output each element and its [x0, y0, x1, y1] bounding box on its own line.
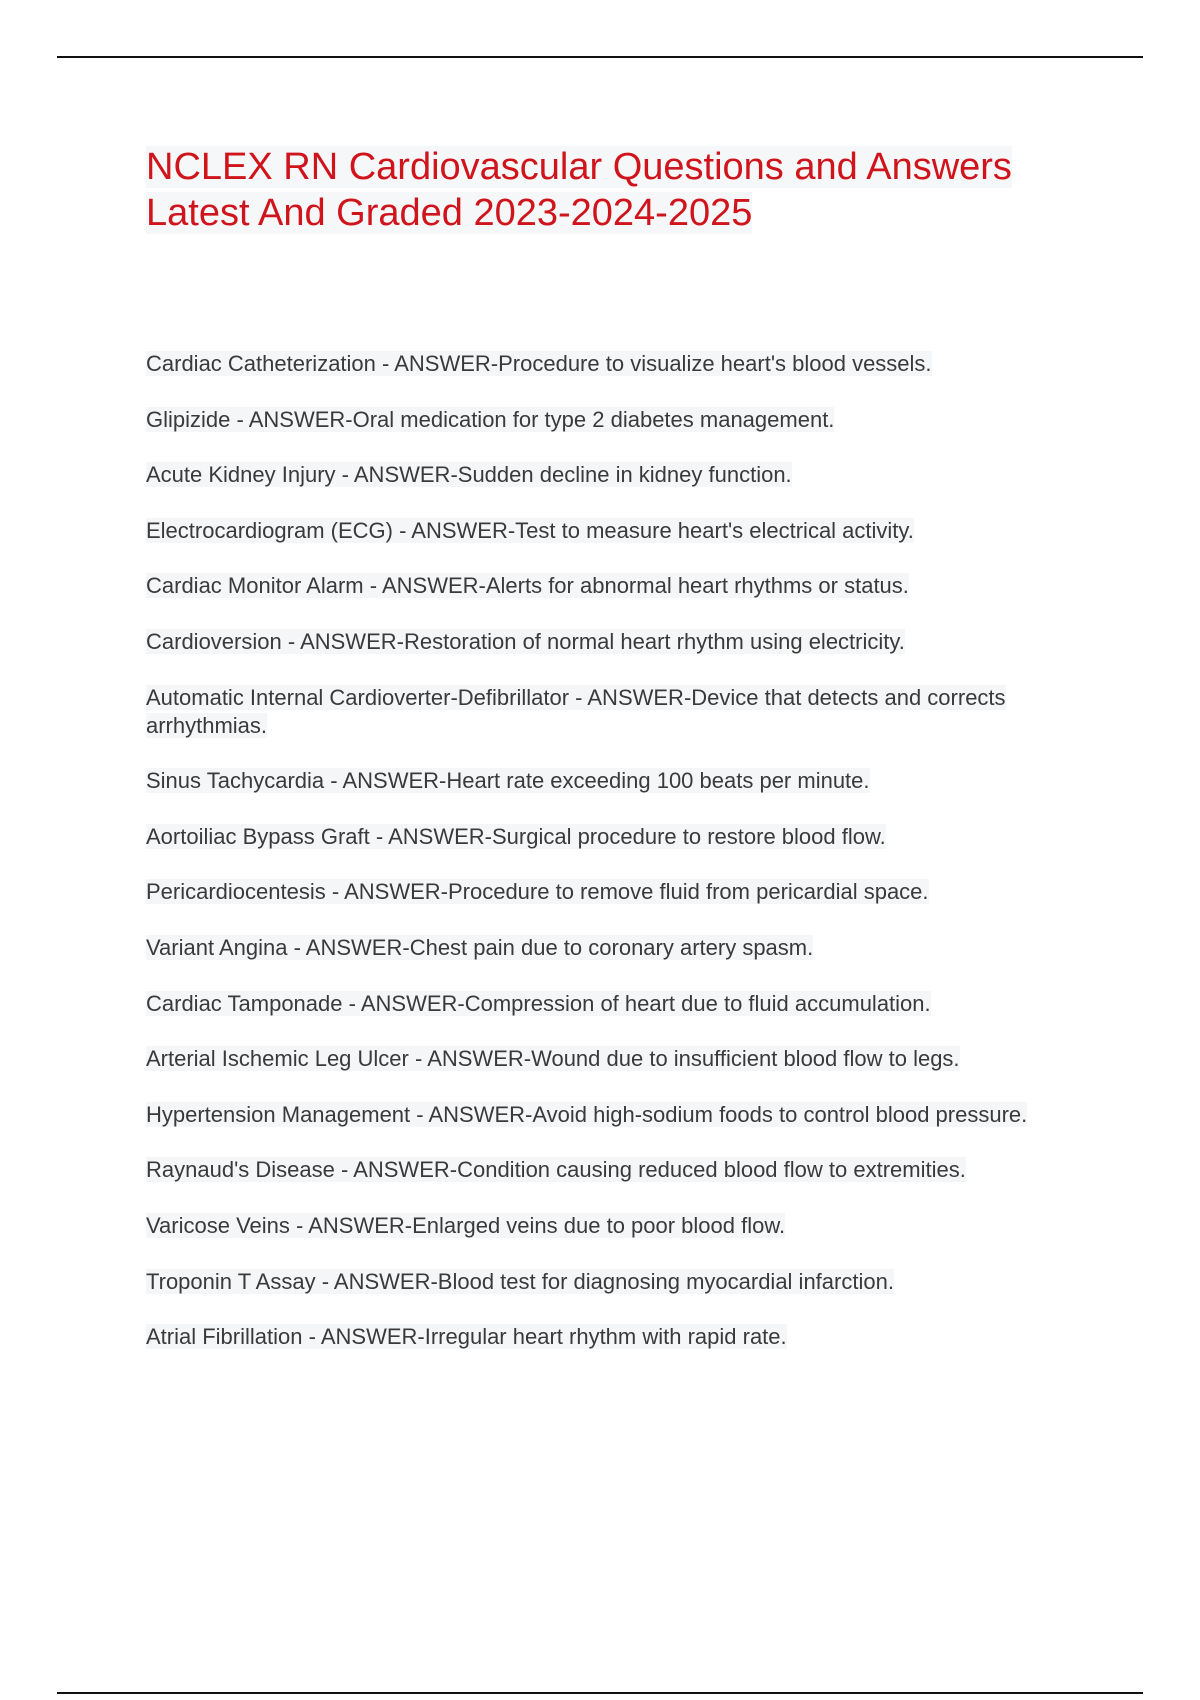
qa-item-text: Acute Kidney Injury - ANSWER-Sudden decline in kidney function.: [146, 462, 792, 488]
footer-rule: [57, 1692, 1143, 1694]
qa-item: [146, 1268, 1051, 1296]
qa-item-text: Cardioversion - ANSWER-Restoration of normal heart rhythm using electricity.: [146, 628, 905, 654]
qa-item: [146, 1156, 1051, 1184]
qa-item: [146, 628, 1051, 656]
qa-item-text: Hypertension Management - ANSWER-Avoid high-sodium foods to control blood pressure.: [146, 1101, 1028, 1127]
qa-item-text: Variant Angina - ANSWER-Chest pain due to coronary artery spasm.: [146, 934, 814, 960]
qa-item-text: Arterial Ischemic Leg Ulcer - ANSWER-Wound due to insufficient blood flow to legs.: [146, 1046, 960, 1072]
qa-item-text: Varicose Veins - ANSWER-Enlarged veins due to poor blood flow.: [146, 1212, 786, 1238]
qa-item-text: Pericardiocentesis - ANSWER-Procedure to remove fluid from pericardial space.: [146, 879, 929, 905]
header-rule: [57, 56, 1143, 58]
qa-item-text: Atrial Fibrillation - ANSWER-Irregular heart rhythm with rapid rate.: [146, 1324, 787, 1350]
qa-item-text: Sinus Tachycardia - ANSWER-Heart rate exceeding 100 beats per minute.: [146, 768, 870, 794]
qa-list: [146, 350, 1051, 1379]
qa-item-text: Glipizide - ANSWER-Oral medication for type 2 diabetes management.: [146, 406, 835, 432]
qa-item: [146, 990, 1051, 1018]
qa-item: [146, 1323, 1051, 1351]
qa-item-text: Cardiac Monitor Alarm - ANSWER-Alerts for abnormal heart rhythms or status.: [146, 573, 909, 599]
qa-item-text: Cardiac Catheterization - ANSWER-Procedure to visualize heart's blood vessels.: [146, 351, 932, 376]
qa-item-text: Troponin T Assay - ANSWER-Blood test for diagnosing myocardial infarction.: [146, 1268, 894, 1294]
qa-item-text: Electrocardiogram (ECG) - ANSWER-Test to measure heart's electrical activity.: [146, 517, 914, 543]
qa-item: [146, 823, 1051, 851]
qa-item: [146, 1212, 1051, 1240]
qa-item-text: Cardiac Tamponade - ANSWER-Compression of heart due to fluid accumulation.: [146, 990, 931, 1016]
qa-item: [146, 684, 1051, 740]
qa-item: [146, 406, 1051, 434]
qa-item: [146, 878, 1051, 906]
document-title-text: NCLEX RN Cardiovascular Questions and Answers Latest And Graded 2023-2024-2025: [146, 146, 1012, 234]
qa-item-text: Raynaud's Disease - ANSWER-Condition causing reduced blood flow to extremities.: [146, 1157, 966, 1183]
qa-item: [146, 517, 1051, 545]
qa-item: [146, 350, 1051, 378]
qa-item: [146, 572, 1051, 600]
qa-item: [146, 461, 1051, 489]
qa-item: [146, 1101, 1051, 1129]
qa-item: [146, 934, 1051, 962]
qa-item: [146, 767, 1051, 795]
document-title: [146, 144, 1076, 236]
qa-item-text: Automatic Internal Cardioverter-Defibrillator - ANSWER-Device that detects and corrects arrhythmias.: [146, 684, 1006, 738]
qa-item: [146, 1045, 1051, 1073]
qa-item-text: Aortoiliac Bypass Graft - ANSWER-Surgical procedure to restore blood flow.: [146, 823, 886, 849]
